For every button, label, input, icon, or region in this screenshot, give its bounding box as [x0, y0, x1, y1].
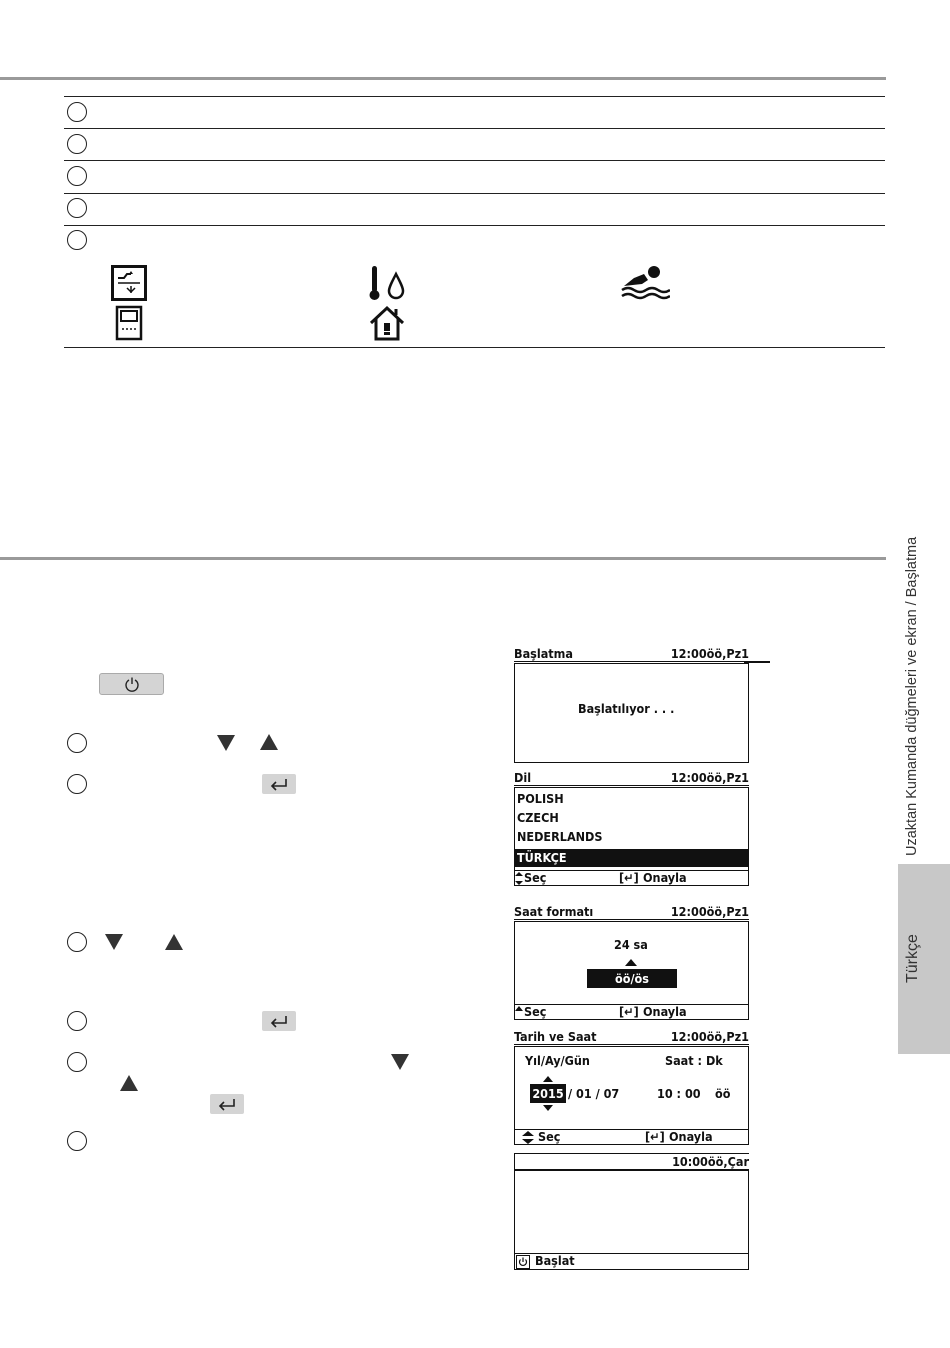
step-marker — [67, 1052, 87, 1072]
screen-title: Başlatma — [514, 646, 573, 661]
footer-confirm: Onayla — [643, 1004, 687, 1019]
up-arrow-icon — [625, 959, 637, 966]
date-rest[interactable]: / 01 / 07 — [568, 1086, 620, 1101]
table-row-marker — [67, 198, 87, 218]
table-row — [64, 193, 885, 226]
step-marker — [67, 733, 87, 753]
screen-footer — [514, 1129, 749, 1145]
final-screen — [514, 1153, 749, 1270]
enter-key[interactable] — [210, 1094, 244, 1114]
footer-start: Başlat — [535, 1253, 575, 1268]
screen-clock: 12:00öö,Pz1 — [670, 770, 749, 785]
startup-message: Başlatılıyor . . . — [578, 701, 675, 716]
date-label: Yıl/Ay/Gün — [525, 1053, 590, 1068]
up-arrow-icon — [259, 733, 279, 751]
screen-clock: 12:00öö,Pz1 — [670, 1029, 749, 1044]
step-marker — [67, 774, 87, 794]
startup-screen — [514, 646, 749, 763]
up-down-arrows-icon — [522, 1131, 534, 1144]
screen-body — [514, 1170, 749, 1254]
up-arrow-icon — [515, 1006, 523, 1011]
remote-controller-icon — [115, 305, 143, 341]
table-row — [64, 225, 885, 348]
clock-value[interactable]: 10 : 00 — [657, 1086, 701, 1101]
up-arrow-icon — [543, 1076, 553, 1082]
footer-confirm: Onayla — [669, 1129, 713, 1144]
section-divider — [0, 557, 886, 560]
time-format-screen — [514, 904, 749, 1020]
ampm-value[interactable]: öö — [715, 1086, 731, 1101]
footer-select: Seç — [524, 870, 547, 885]
down-arrow-icon — [104, 933, 124, 951]
power-icon — [124, 676, 140, 692]
house-icon — [368, 305, 406, 341]
table-row-marker — [67, 134, 87, 154]
table-row — [64, 96, 885, 129]
section-title-vertical: Uzaktan Kumanda düğmeleri ve ekran / Başlatma — [904, 536, 920, 856]
year-field-selected[interactable]: 2015 — [530, 1084, 566, 1103]
refrigerant-cycle-icon — [111, 265, 147, 301]
date-time-screen — [514, 1029, 749, 1145]
footer-select: Seç — [524, 1004, 547, 1019]
thermometer-water-icon — [368, 264, 408, 302]
swimming-pool-icon — [618, 262, 670, 302]
screen-title: Dil — [514, 770, 532, 785]
list-item[interactable]: CZECH — [517, 810, 559, 825]
screen-title: Saat formatı — [514, 904, 594, 919]
screen-header — [514, 904, 749, 920]
table-row — [64, 128, 885, 161]
screen-header — [514, 1153, 749, 1170]
footer-enter-icon: [↵] — [619, 1004, 639, 1019]
top-divider — [0, 77, 886, 80]
screen-footer — [514, 1004, 749, 1020]
screen-body — [514, 921, 749, 1005]
screen-header — [514, 646, 749, 662]
list-item-selected[interactable]: TÜRKÇE — [515, 849, 748, 867]
table-row-marker — [67, 230, 87, 250]
list-item[interactable]: NEDERLANDS — [517, 829, 603, 844]
enter-key[interactable] — [262, 1011, 296, 1031]
option-ampm-selected[interactable]: öö/ös — [587, 969, 677, 988]
up-arrow-icon — [164, 933, 184, 951]
screen-header — [514, 1029, 749, 1045]
footer-enter-icon: [↵] — [619, 870, 639, 885]
language-tab-label: Türkçe — [904, 934, 921, 983]
power-button[interactable] — [99, 673, 164, 695]
footer-select: Seç — [538, 1129, 561, 1144]
footer-enter-icon: [↵] — [645, 1129, 665, 1144]
enter-icon — [262, 774, 296, 794]
up-down-arrows-icon — [515, 872, 523, 885]
enter-icon — [210, 1094, 244, 1114]
list-item[interactable]: POLISH — [517, 791, 564, 806]
screen-body — [514, 663, 749, 763]
screen-footer — [514, 1253, 749, 1270]
up-arrow-icon — [119, 1074, 139, 1092]
down-arrow-icon — [543, 1105, 553, 1111]
screen-clock: 12:00öö,Pz1 — [670, 904, 749, 919]
step-marker — [67, 932, 87, 952]
down-arrow-icon — [216, 734, 236, 752]
table-row-marker — [67, 166, 87, 186]
screen-title: Tarih ve Saat — [514, 1029, 597, 1044]
screen-clock: 10:00öö,Çar — [672, 1154, 749, 1169]
footer-confirm: Onayla — [643, 870, 687, 885]
enter-key[interactable] — [262, 774, 296, 794]
screen-clock: 12:00öö,Pz1 — [670, 646, 749, 661]
screen-header — [514, 770, 749, 786]
language-screen — [514, 770, 749, 887]
step-marker — [67, 1131, 87, 1151]
screen-body — [514, 1046, 749, 1130]
time-label: Saat : Dk — [665, 1053, 723, 1068]
screen-footer — [514, 870, 749, 886]
power-icon — [516, 1255, 530, 1269]
table-row — [64, 160, 885, 194]
table-row-marker — [67, 102, 87, 122]
step-marker — [67, 1011, 87, 1031]
option-24h[interactable]: 24 sa — [614, 937, 648, 952]
language-list — [514, 787, 749, 871]
enter-icon — [262, 1011, 296, 1031]
down-arrow-icon — [390, 1053, 410, 1071]
